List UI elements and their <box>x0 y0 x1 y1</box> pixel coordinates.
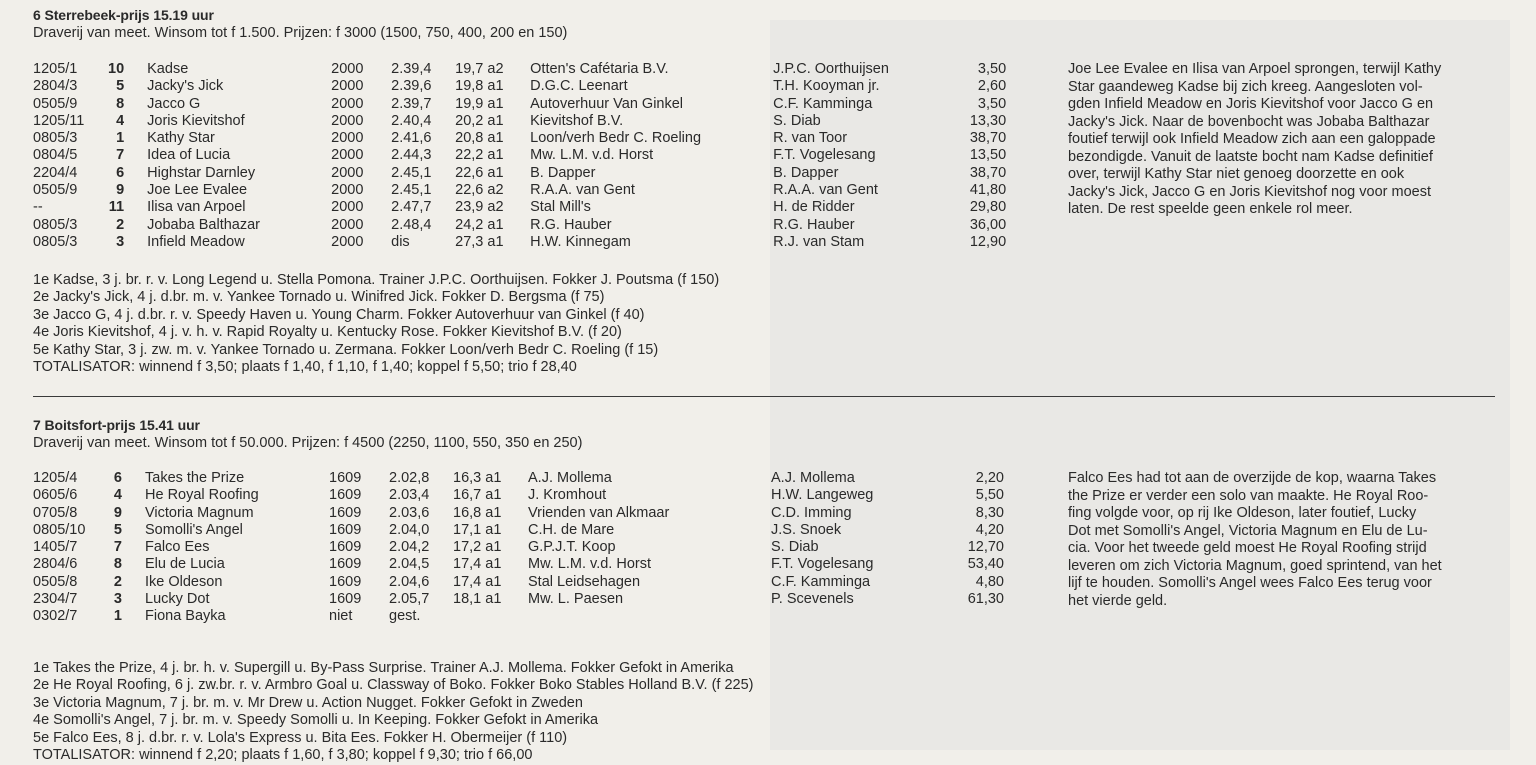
section-divider <box>33 396 1495 397</box>
driver-cell: J.S. Snoek <box>771 521 842 538</box>
placing-note: 1e Takes the Prize, 4 j. br. h. v. Supergill u. By-Pass Surprise. Trainer A.J. Mollema. Fokker Gefokt in Amerika <box>33 660 734 676</box>
odds-cell: 13,50 <box>969 147 1007 164</box>
form-ref-cell: 2804/6 <box>33 556 78 573</box>
race-time-cell: 2.44,3 <box>391 147 432 164</box>
race-commentary: Joe Lee Evalee en Ilisa van Arpoel sprongen, terwijl Kathy Star gaandeweg Kadse bij zich kreeg. Aangesloten vol- gden Infield Meadow en Joris Kievitshof voor Jacco G en Jacky's Jick. Naar de bovenbocht was Jobaba Balthazar foutief terwijl ook Infield Meadow zich aan een galoppade bezondigde. Vanuit de laatste bocht nam Kadse definitief over, terwijl Kathy Star niet genoeg doorzette en ook Jacky's Jick, Jacco G en Joris Kievitshof nog voor moest laten. De rest speelde geen enkele rol meer. <box>1068 61 1442 217</box>
form-ref-cell: 1205/4 <box>33 470 78 486</box>
column-spacer <box>124 78 147 95</box>
column-spacer <box>124 182 147 199</box>
km-time-cell: 22,2 a1 <box>455 147 504 164</box>
race-time-cell: 2.04,5 <box>389 556 430 573</box>
form-ref-cell: 2204/4 <box>33 164 78 181</box>
km-time-cell: 17,4 a1 <box>453 573 502 590</box>
column-spacer <box>124 147 147 164</box>
race-time-cell: 2.05,7 <box>389 591 430 608</box>
form-ref-cell: 0505/9 <box>33 95 78 112</box>
horse-name-cell: Lucky Dot <box>145 591 210 608</box>
odds-cell: 12,70 <box>967 539 1004 556</box>
race-time-cell: 2.39,4 <box>391 61 432 77</box>
odds-cell: 13,30 <box>969 112 1007 129</box>
distance-cell: 2000 <box>331 78 364 95</box>
table-row <box>33 165 1006 182</box>
table-row <box>33 217 1006 234</box>
column-spacer <box>124 61 147 78</box>
horse-name-cell: He Royal Roofing <box>145 487 259 504</box>
race-section-7 <box>33 416 1503 764</box>
table-row <box>33 61 1006 78</box>
placing-note: 3e Victoria Magnum, 7 j. br. m. v. Mr Drew u. Action Nugget. Fokker Gefokt in Zweden <box>33 694 583 711</box>
column-spacer <box>122 591 145 608</box>
km-time-cell: 24,2 a1 <box>455 216 504 233</box>
horse-name-cell: Infield Meadow <box>147 233 245 250</box>
driver-cell: F.T. Vogelesang <box>771 556 874 573</box>
distance-cell: 2000 <box>331 216 364 233</box>
start-number-cell: 3 <box>116 233 125 250</box>
start-number-cell: 6 <box>116 164 125 181</box>
owner-cell: Mw. L. Paesen <box>528 591 624 608</box>
placing-note: 4e Joris Kievitshof, 4 j. v. h. v. Rapid Royalty u. Kentucky Rose. Fokker Kievitshof B.V. (f 20) <box>33 324 622 341</box>
horse-name-cell: Jacky's Jick <box>147 78 224 95</box>
owner-cell: Stal Mill's <box>530 199 591 216</box>
table-row <box>33 608 1004 625</box>
table-row <box>33 130 1006 147</box>
driver-cell: C.F. Kamminga <box>773 95 873 112</box>
owner-cell: Mw. L.M. v.d. Horst <box>530 147 654 164</box>
race-time-cell: 2.45,1 <box>391 182 432 199</box>
driver-cell: R.J. van Stam <box>773 233 865 250</box>
race-time-cell: 2.39,7 <box>391 95 432 112</box>
distance-cell: 1609 <box>329 521 362 538</box>
driver-cell: S. Diab <box>773 112 821 129</box>
horse-name-cell: Somolli's Angel <box>145 521 243 538</box>
race-time-cell: 2.40,4 <box>391 112 432 129</box>
odds-cell: 41,80 <box>969 182 1007 199</box>
owner-cell: Otten's Cafétaria B.V. <box>530 61 669 77</box>
table-row <box>33 147 1006 164</box>
form-ref-cell: 2804/3 <box>33 78 78 95</box>
km-time-cell: 22,6 a1 <box>455 164 504 181</box>
odds-cell: 53,40 <box>967 556 1004 573</box>
placing-note: 3e Jacco G, 4 j. d.br. r. v. Speedy Haven u. Young Charm. Fokker Autoverhuur van Ginkel (f 40) <box>33 306 645 323</box>
column-spacer <box>124 217 147 234</box>
owner-cell: Autoverhuur Van Ginkel <box>530 95 684 112</box>
column-spacer <box>122 574 145 591</box>
race-notes <box>33 272 719 376</box>
race-section-6 <box>33 6 1503 376</box>
start-number-cell: 6 <box>113 470 122 486</box>
owner-cell: Stal Leidsehagen <box>528 573 641 590</box>
km-time-cell: 17,4 a1 <box>453 556 502 573</box>
odds-cell: 8,30 <box>975 504 1004 521</box>
horse-name-cell: Highstar Darnley <box>147 164 256 181</box>
odds-cell: 3,50 <box>977 95 1007 112</box>
km-time-cell: 17,2 a1 <box>453 539 502 556</box>
results-table <box>33 61 1006 251</box>
owner-cell: A.J. Mollema <box>528 470 612 486</box>
start-number-cell: 5 <box>113 521 122 538</box>
form-ref-cell: 2304/7 <box>33 591 78 608</box>
odds-cell: 38,70 <box>969 130 1007 147</box>
driver-cell: H. de Ridder <box>773 199 855 216</box>
km-time-cell: 22,6 a2 <box>455 182 504 199</box>
km-time-cell: 19,7 a2 <box>455 61 504 77</box>
distance-cell: 2000 <box>331 61 364 77</box>
table-row <box>33 574 1004 591</box>
distance-cell: 1609 <box>329 487 362 504</box>
start-number-cell: 11 <box>108 199 125 216</box>
race-conditions: Draverij van meet. Winsom tot f 50.000. Prijzen: f 4500 (2250, 1100, 550, 350 en 250) <box>33 435 583 451</box>
km-time-cell: 17,1 a1 <box>453 521 502 538</box>
race-time-cell: 2.04,6 <box>389 573 430 590</box>
form-ref-cell: 0805/3 <box>33 216 78 233</box>
horse-name-cell: Elu de Lucia <box>145 556 225 573</box>
column-spacer <box>124 130 147 147</box>
form-ref-cell: 0505/8 <box>33 573 78 590</box>
distance-cell: 2000 <box>331 182 364 199</box>
km-time-cell: 20,2 a1 <box>455 112 504 129</box>
race-title: 6 Sterrebeek-prijs 15.19 uur <box>33 7 214 23</box>
odds-cell: 38,70 <box>969 164 1007 181</box>
table-row <box>33 470 1004 487</box>
column-spacer <box>124 96 147 113</box>
distance-cell: 1609 <box>329 539 362 556</box>
race-time-cell: 2.04,2 <box>389 539 430 556</box>
column-spacer <box>122 539 145 556</box>
race-time-cell: 2.45,1 <box>391 164 432 181</box>
odds-cell: 12,90 <box>969 233 1007 250</box>
table-row <box>33 539 1004 556</box>
placing-note: 5e Kathy Star, 3 j. zw. m. v. Yankee Tornado u. Zermana. Fokker Loon/verh Bedr C. Roeling (f 15) <box>33 341 659 358</box>
start-number-cell: 3 <box>113 591 122 608</box>
owner-cell: J. Kromhout <box>528 487 607 504</box>
form-ref-cell: -- <box>33 199 43 216</box>
table-row <box>33 199 1006 216</box>
start-number-cell: 1 <box>116 130 125 147</box>
column-spacer <box>124 165 147 182</box>
owner-cell: G.P.J.T. Koop <box>528 539 616 556</box>
table-row <box>33 96 1006 113</box>
driver-cell: C.D. Imming <box>771 504 852 521</box>
horse-name-cell: Jobaba Balthazar <box>147 216 260 233</box>
column-spacer <box>122 487 145 504</box>
start-number-cell: 8 <box>116 95 125 112</box>
distance-cell: niet <box>329 608 353 625</box>
horse-name-cell: Joe Lee Evalee <box>147 182 248 199</box>
distance-cell: 2000 <box>331 130 364 147</box>
column-spacer <box>124 199 147 216</box>
distance-cell: 1609 <box>329 504 362 521</box>
start-number-cell: 2 <box>113 573 122 590</box>
driver-cell: J.P.C. Oorthuijsen <box>773 61 889 77</box>
horse-name-cell: Ilisa van Arpoel <box>147 199 246 216</box>
column-spacer <box>124 234 147 251</box>
table-row <box>33 182 1006 199</box>
table-row <box>33 556 1004 573</box>
distance-cell: 2000 <box>331 164 364 181</box>
odds-cell: 36,00 <box>969 216 1007 233</box>
results-table <box>33 470 1004 626</box>
form-ref-cell: 0805/3 <box>33 130 78 147</box>
driver-cell <box>771 608 946 625</box>
race-time-cell: 2.47,7 <box>391 199 432 216</box>
owner-cell: Kievitshof B.V. <box>530 112 624 129</box>
odds-cell: 4,20 <box>975 521 1004 538</box>
distance-cell: 2000 <box>331 147 364 164</box>
start-number-cell: 7 <box>113 539 122 556</box>
horse-name-cell: Joris Kievitshof <box>147 112 245 129</box>
table-row <box>33 522 1004 539</box>
form-ref-cell: 0805/3 <box>33 233 78 250</box>
form-ref-cell: 0605/6 <box>33 487 78 504</box>
start-number-cell: 9 <box>116 182 125 199</box>
race-time-cell: 2.03,4 <box>389 487 430 504</box>
race-time-cell: 2.04,0 <box>389 521 430 538</box>
table-row <box>33 591 1004 608</box>
driver-cell: R.G. Hauber <box>773 216 855 233</box>
owner-cell: Vrienden van Alkmaar <box>528 504 670 521</box>
horse-name-cell: Takes the Prize <box>145 470 245 486</box>
owner-cell: H.W. Kinnegam <box>530 233 631 250</box>
start-number-cell: 9 <box>113 504 122 521</box>
owner-cell: Mw. L.M. v.d. Horst <box>528 556 652 573</box>
owner-cell: Loon/verh Bedr C. Roeling <box>530 130 702 147</box>
column-spacer <box>122 505 145 522</box>
horse-name-cell: Victoria Magnum <box>145 504 254 521</box>
race-time-cell: 2.41,6 <box>391 130 432 147</box>
column-spacer <box>122 556 145 573</box>
km-time-cell: 23,9 a2 <box>455 199 504 216</box>
horse-name-cell: Jacco G <box>147 95 201 112</box>
table-row <box>33 234 1006 251</box>
placing-note: 4e Somolli's Angel, 7 j. br. m. v. Speedy Somolli u. In Keeping. Fokker Gefokt in Amerika <box>33 712 599 729</box>
distance-cell: 1609 <box>329 556 362 573</box>
distance-cell: 1609 <box>329 591 362 608</box>
km-time-cell: 16,7 a1 <box>453 487 502 504</box>
distance-cell: 2000 <box>331 95 364 112</box>
odds-cell <box>946 608 1004 625</box>
km-time-cell: 20,8 a1 <box>455 130 504 147</box>
race-commentary: Falco Ees had tot aan de overzijde de kop, waarna Takes the Prize er verder een solo van maakte. He Royal Roo- fing volgde voor, op rij Ike Oldeson, later foutief, Lucky Dot met Somolli's Angel, Victoria Magnum en Elu de Lu- cia. Voor het tweede geld moest He Royal Roofing strijd leveren om zich Victoria Magnum, goed sprintend, van het lijf te houden. Somolli's Angel wees Falco Ees terug voor het vierde geld. <box>1068 470 1442 609</box>
form-ref-cell: 0302/7 <box>33 608 78 625</box>
distance-cell: 1609 <box>329 470 362 486</box>
column-spacer <box>122 522 145 539</box>
driver-cell: C.F. Kamminga <box>771 573 871 590</box>
owner-cell: B. Dapper <box>530 164 596 181</box>
form-ref-cell: 0805/10 <box>33 521 86 538</box>
horse-name-cell: Kathy Star <box>147 130 215 147</box>
placing-note: 1e Kadse, 3 j. br. r. v. Long Legend u. Stella Pomona. Trainer J.P.C. Oorthuijsen. Fokker J. Poutsma (f 150) <box>33 272 720 288</box>
start-number-cell: 4 <box>113 487 122 504</box>
driver-cell: R.A.A. van Gent <box>773 182 878 199</box>
driver-cell: A.J. Mollema <box>771 470 855 486</box>
odds-cell: 3,50 <box>977 61 1007 77</box>
horse-name-cell: Falco Ees <box>145 539 210 556</box>
odds-cell: 4,80 <box>975 573 1004 590</box>
column-spacer <box>122 608 145 625</box>
owner-cell: C.H. de Mare <box>528 521 615 538</box>
start-number-cell: 10 <box>108 61 125 77</box>
column-spacer <box>124 113 147 130</box>
odds-cell: 2,20 <box>975 470 1004 486</box>
form-ref-cell: 0804/5 <box>33 147 78 164</box>
start-number-cell: 2 <box>116 216 125 233</box>
table-row <box>33 78 1006 95</box>
start-number-cell: 7 <box>116 147 125 164</box>
race-time-cell: 2.39,6 <box>391 78 432 95</box>
race-conditions: Draverij van meet. Winsom tot f 1.500. Prijzen: f 3000 (1500, 750, 400, 200 en 150) <box>33 25 568 41</box>
km-time-cell: 27,3 a1 <box>455 233 504 250</box>
driver-cell: B. Dapper <box>773 164 839 181</box>
race-notes <box>33 660 754 764</box>
race-time-cell: 2.02,8 <box>389 470 430 486</box>
totalisator-note: TOTALISATOR: winnend f 3,50; plaats f 1,40, f 1,10, f 1,40; koppel f 5,50; trio f 28,40 <box>33 359 577 376</box>
distance-cell: 1609 <box>329 573 362 590</box>
horse-name-cell: Ike Oldeson <box>145 573 223 590</box>
table-row <box>33 113 1006 130</box>
column-spacer <box>122 470 145 487</box>
driver-cell: P. Scevenels <box>771 591 854 608</box>
km-time-cell <box>453 608 528 625</box>
start-number-cell: 4 <box>116 112 125 129</box>
race-time-cell: 2.03,6 <box>389 504 430 521</box>
form-ref-cell: 0705/8 <box>33 504 78 521</box>
race-time-cell: dis <box>391 233 410 250</box>
table-row <box>33 505 1004 522</box>
distance-cell: 2000 <box>331 112 364 129</box>
driver-cell: R. van Toor <box>773 130 848 147</box>
driver-cell: H.W. Langeweg <box>771 487 874 504</box>
owner-cell: D.G.C. Leenart <box>530 78 628 95</box>
km-time-cell: 18,1 a1 <box>453 591 502 608</box>
odds-cell: 2,60 <box>977 78 1007 95</box>
owner-cell <box>528 608 771 625</box>
owner-cell: R.A.A. van Gent <box>530 182 635 199</box>
totalisator-note: TOTALISATOR: winnend f 2,20; plaats f 1,60, f 3,80; koppel f 9,30; trio f 66,00 <box>33 747 533 764</box>
driver-cell: S. Diab <box>771 539 819 556</box>
owner-cell: R.G. Hauber <box>530 216 612 233</box>
km-time-cell: 16,8 a1 <box>453 504 502 521</box>
odds-cell: 61,30 <box>967 591 1004 608</box>
horse-name-cell: Kadse <box>147 61 189 77</box>
form-ref-cell: 1205/11 <box>33 112 85 129</box>
placing-note: 2e He Royal Roofing, 6 j. zw.br. r. v. Armbro Goal u. Classway of Boko. Fokker Boko Stables Holland B.V. (f 225) <box>33 677 754 694</box>
odds-cell: 29,80 <box>969 199 1007 216</box>
distance-cell: 2000 <box>331 233 364 250</box>
race-time-cell: 2.48,4 <box>391 216 432 233</box>
race-title: 7 Boitsfort-prijs 15.41 uur <box>33 417 200 433</box>
km-time-cell: 19,9 a1 <box>455 95 504 112</box>
placing-note: 2e Jacky's Jick, 4 j. d.br. m. v. Yankee Tornado u. Winifred Jick. Fokker D. Bergsma (f 75) <box>33 289 605 306</box>
placing-note: 5e Falco Ees, 8 j. d.br. r. v. Lola's Express u. Bita Ees. Fokker H. Obermeijer (f 110) <box>33 729 568 746</box>
odds-cell: 5,50 <box>975 487 1004 504</box>
form-ref-cell: 1405/7 <box>33 539 78 556</box>
form-ref-cell: 0505/9 <box>33 182 78 199</box>
start-number-cell: 1 <box>113 608 122 625</box>
start-number-cell: 5 <box>116 78 125 95</box>
horse-name-cell: Idea of Lucia <box>147 147 231 164</box>
table-row <box>33 487 1004 504</box>
distance-cell: 2000 <box>331 199 364 216</box>
km-time-cell: 16,3 a1 <box>453 470 502 486</box>
km-time-cell: 19,8 a1 <box>455 78 504 95</box>
driver-cell: T.H. Kooyman jr. <box>773 78 880 95</box>
driver-cell: F.T. Vogelesang <box>773 147 876 164</box>
form-ref-cell: 1205/1 <box>33 61 78 77</box>
start-number-cell: 8 <box>113 556 122 573</box>
race-time-cell: gest. <box>389 608 421 625</box>
horse-name-cell: Fiona Bayka <box>145 608 226 625</box>
